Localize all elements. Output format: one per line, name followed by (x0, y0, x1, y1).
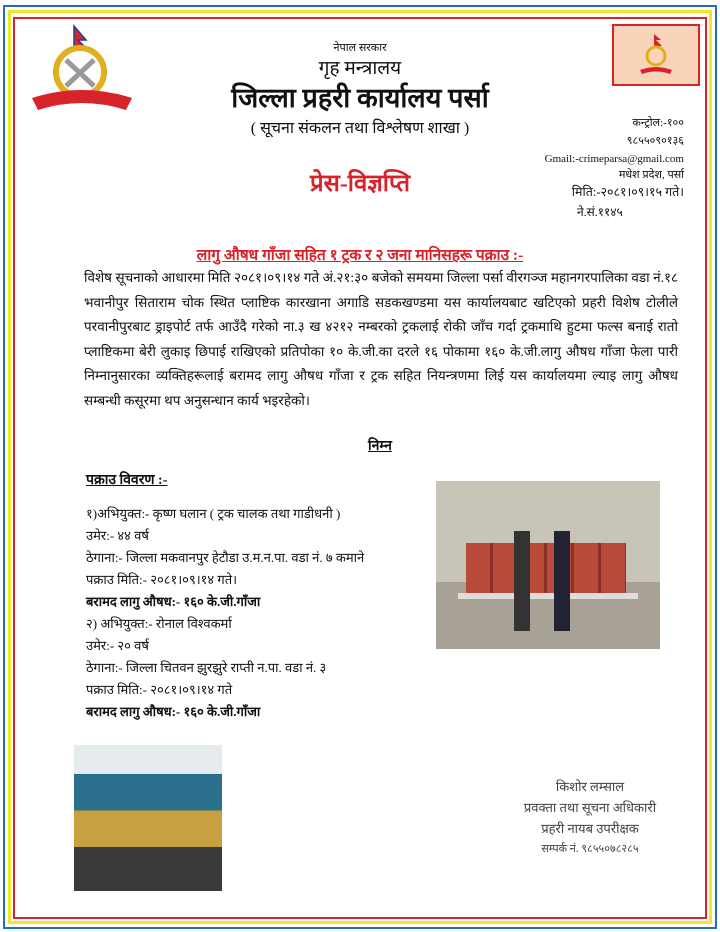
truck-photo (74, 745, 222, 891)
arrest-date: पक्राउ मिति:- २०८१।०९।१४ गते (86, 682, 233, 697)
nimna-label: निम्न (368, 439, 392, 454)
signatory-role: प्रवक्ता तथा सूचना अधिकारी (523, 800, 657, 815)
arrest-date: पक्राउ मिति:- २०८१।०९।१४ गते। (86, 572, 238, 587)
seized-item: बरामद लागु औषध:- १६० के.जी.गाँजा (86, 704, 261, 719)
accused-age: उमेर:- २० वर्ष (86, 638, 149, 653)
accused-name: १)अभियुक्त:- कृष्ण घलान ( ट्रक चालक तथा गाडीधनी ) (86, 506, 341, 521)
contact-province: मधेश प्रदेश, पर्सा (618, 169, 684, 181)
gov-label: नेपाल सरकार (333, 42, 387, 54)
accused-name: २) अभियुक्त:- रोनाल विश्वकर्मा (86, 616, 232, 631)
signature-block (480, 730, 700, 870)
accused-address: ठेगाना:- जिल्ला मकवानपुर हेटौडा उ.म.न.पा. वडा नं. ७ कमाने (86, 550, 365, 565)
contact-phone: ९८५५०९०१३६ (626, 135, 684, 147)
contact-date: मिति:-२०८१।०९।१५ गते। (571, 185, 684, 199)
signatory-name: किशोर लम्साल (555, 779, 625, 794)
branch-label: ( सूचना संकलन तथा विश्लेषण शाखा ) (250, 120, 470, 137)
office-title: जिल्ला प्रहरी कार्यालय पर्सा (231, 83, 489, 113)
accused-address: ठेगाना:- जिल्ला चितवन झुरझुरे राप्ती न.पा. वडा नं. ३ (86, 660, 327, 675)
reference-number: ने.सं.११४५ (577, 205, 623, 219)
seized-item: बरामद लागु औषध:- १६० के.जी.गाँजा (86, 594, 261, 609)
body-paragraph: विशेष सूचनाको आधारमा मिति २०८१।०९।१४ गते अं.२१:३० बजेको समयमा जिल्ला पर्सा वीरगञ्ज महानगरपालिका वडा नं.१८ भवानीपुर सिताराम चोक स्थित प्लाष्टिक कारखाना अगाडि सडकखण्डमा यस कार्यालयबाट खटिएको प्रहरी विशेष टोलीले परवानीपुरबाट ड्राइपोर्ट तर्फ आउँदै गरेको ना.३ ख ४२१२ नम्बरको ट्रकलाई रोकी जाँच गर्दा ट्रकमाथि हुटमा फल्स बनाई रातो प्लाष्टिकमा बेरी लुकाइ छिपाई राखिएको प्रतिपोका १० के.जी.का दरले १६ पोकामा १६० के.जी.लागु औषध गाँजा फेला पारी निम्नानुसारका व्यक्तिहरूलाई बरामद लागु औषध गाँजा र ट्रक सहित नियन्त्रणमा लिई यस कार्यालयमा ल्याइ लागु औषध सम्बन्धी कसूरमा थप अनुसन्धान कार्य भइरहेको। (84, 270, 678, 408)
accused-1 (86, 503, 364, 723)
seized-goods-photo (436, 481, 660, 649)
press-release-title: प्रेस-विज्ञप्ति (309, 171, 411, 197)
contact-control: कन्ट्रोल:-१०० (632, 117, 684, 129)
signatory-rank: प्रहरी नायब उपरीक्षक (541, 821, 639, 836)
ministry-label: गृह मन्त्रालय (318, 58, 402, 79)
accused-age: उमेर:- ४४ वर्ष (86, 528, 149, 543)
signatory-phone: सम्पर्क नं. ९८५५०७८२८५ (541, 843, 639, 855)
contact-email: Gmail:-crimeparsa@gmail.com (544, 153, 684, 165)
details-heading: पक्राउ विवरण :- (86, 473, 168, 488)
headline: लागु औषध गाँजा सहित १ ट्रक र २ जना मानिसहरू पक्राउ :- (196, 247, 524, 264)
